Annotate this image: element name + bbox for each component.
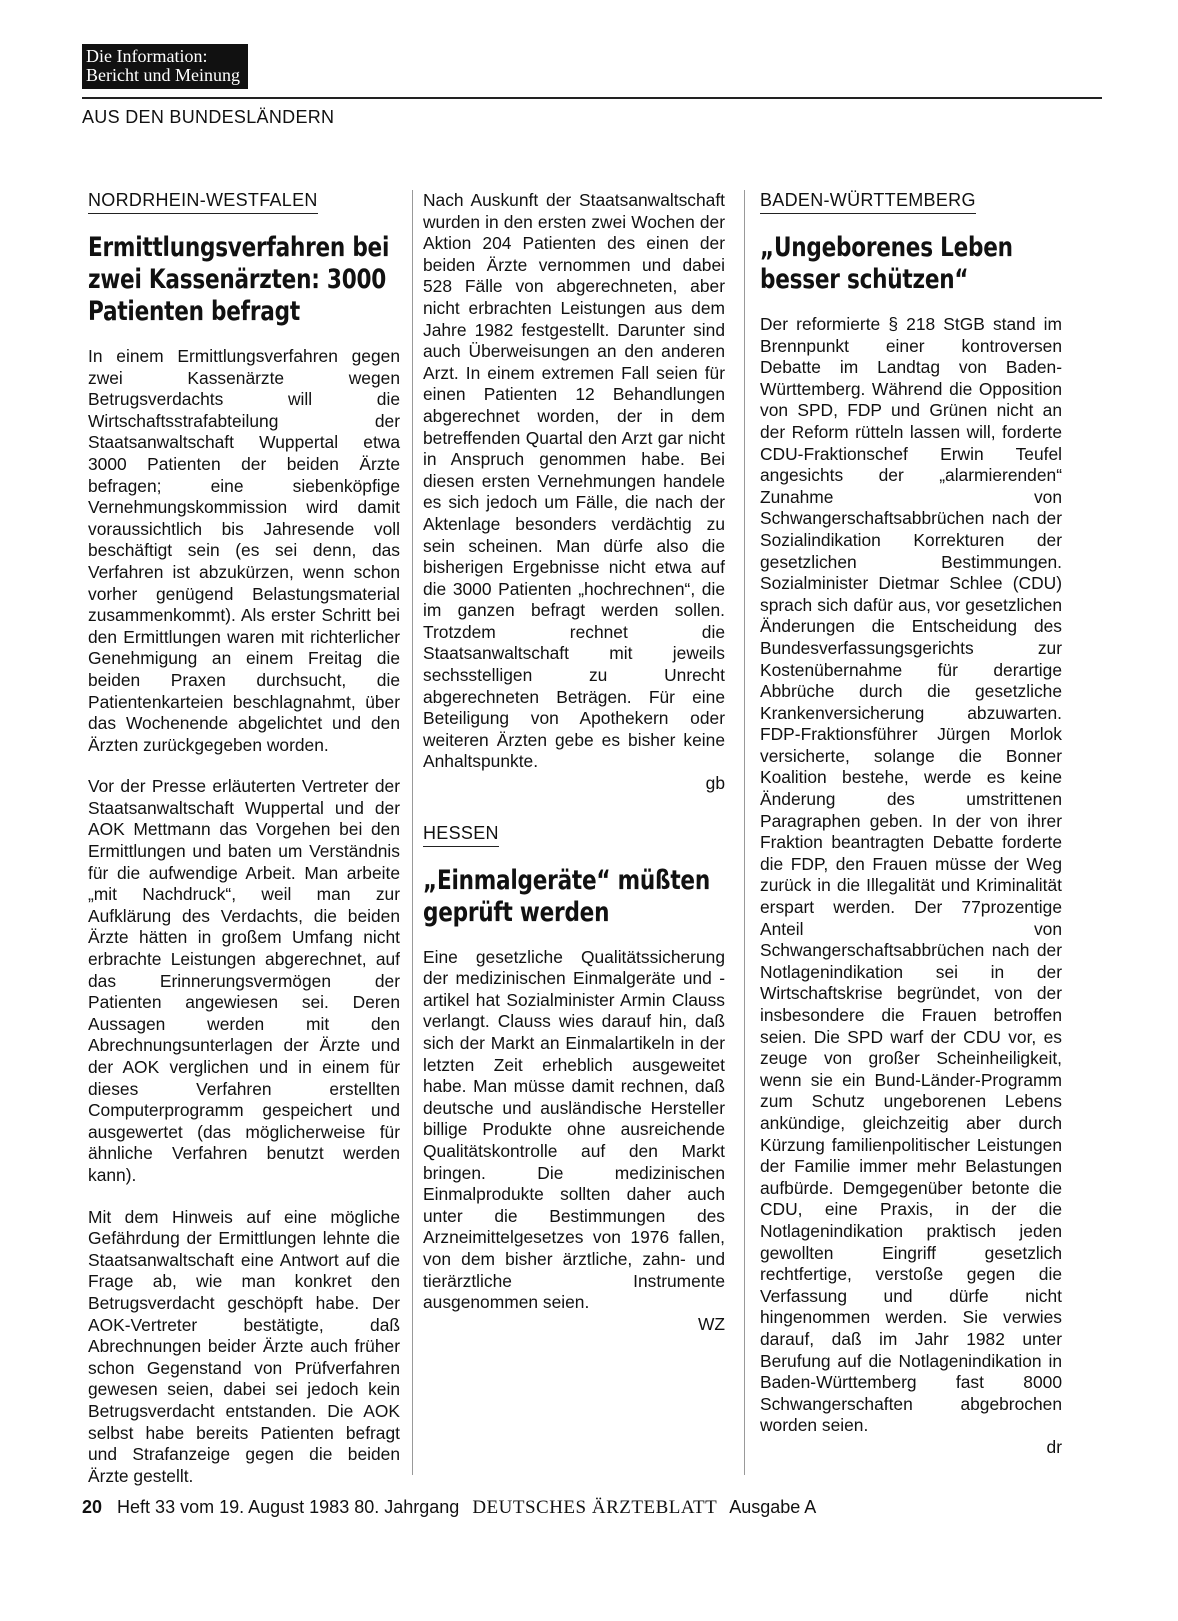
- article-paragraph: Nach Auskunft der Staatsanwaltschaft wurden in den ersten zwei Wochen der Aktion 204 Patienten des einen der beiden Ärzte vernommen und dabei 528 Fälle von abgerechneten, aber nicht erbrachten Leistungen aus dem Jahre 1982 festgestellt. Darunter sind auch Überweisungen an den anderen Arzt. In einem extremen Fall seien für einen Patienten 12 Behandlungen abgerechnet worden, der in dem betreffenden Quartal den Arzt gar nicht in Anspruch genommen habe. Bei diesen ersten Vernehmungen handele es sich jedoch um Fälle, die nach der Aktenlage besonders verdächtig zu sein scheinen. Man dürfe also die bisherigen Ergebnisse nicht etwa auf die 3000 Patienten „hochrechnen“, die im ganzen befragt werden sollen. Trotzdem rechnet die Staatsanwaltschaft mit jeweils sechsstelligen zu Unrecht abgerechneten Beträgen. Für eine Beteiligung von Apothekern oder weiteren Ärzten gebe es bisher keine Anhaltspunkte.: [423, 190, 725, 772]
- column-3: [760, 190, 1062, 1478]
- article-paragraph: Vor der Presse erläuterten Vertreter der Staatsanwaltschaft Wuppertal und der AOK Mettmann das Vorgehen bei den Ermittlungen und baten um Verständnis für die aufwendige Arbeit. Man arbeite „mit Nachdruck“, weil man zur Aufklärung des Verdachts, die beiden Ärzte hätten in großem Umfang nicht erbrachte Leistungen abgerechnet, auf das Erinnerungsvermögen der Patienten angewiesen sei. Deren Aussagen werden mit den Abrechnungsunterlagen der Ärzte und der AOK verglichen und in einem für dieses Verfahren erstellten Computerprogramm gespeichert und ausgewertet (das möglicherweise für ähnliche Verfahren benutzt werden kann).: [88, 776, 400, 1185]
- rubric-badge: [82, 44, 248, 89]
- column-2: [423, 190, 725, 1355]
- region-label: HESSEN: [423, 823, 499, 847]
- article-headline: „Einmalgeräte“ müßten geprüft werden: [423, 864, 710, 928]
- column-divider: [412, 190, 413, 1475]
- article-signature: WZ: [697, 1313, 725, 1334]
- article-signature: dr: [1046, 1436, 1062, 1457]
- page-footer: [82, 1497, 816, 1519]
- rubric-badge-line2: Bericht und Meinung: [86, 65, 240, 85]
- page-number: 20: [82, 1497, 103, 1517]
- article-paragraph: Der reformierte § 218 StGB stand im Brennpunkt einer kontroversen Debatte im Landtag von Baden-Württemberg. Während die Opposition von SPD, FDP und Grünen nicht an der Reform rütteln lassen will, forderte CDU-Fraktionschef Erwin Teufel angesichts der „alarmierenden“ Zunahme von Schwangerschaftsabbrüchen nach der Sozialindikation Korrekturen der gesetzlichen Bestimmungen. Sozialminister Dietmar Schlee (CDU) sprach sich dafür aus, vor gesetzlichen Änderungen die Entscheidung des Bundesverfassungsgerichts zur Kostenübernahme für derartige Abbrüche durch die gesetzliche Krankenversicherung abzuwarten. FDP-Fraktionsführer Jürgen Morlok versicherte, solange die Bonner Koalition bestehe, werde es keine Änderung des umstrittenen Paragraphen geben. In der von ihrer Fraktion beantragten Debatte forderte die FDP, den Frauen müsse der Weg zurück in die Illegalität und Kriminalität erspart werden. Der 77prozentige Anteil von Schwangerschaftsabbrüchen nach der Notlagenindikation sei in der Wirtschaftskrise begründet, von der insbesondere die Frauen betroffen seien. Die SPD warf der CDU vor, es zeuge von großer Scheinheiligkeit, wenn sie ein Bund-Länder-Programm zum Schutz ungeborenen Lebens ankündige, gleichzeitig aber durch Kürzung familienpolitischer Leistungen der Familie immer mehr Belastungen aufbürde. Demgegenüber betonte die CDU, eine Praxis, in der die Notlagenindikation praktisch jeden gewollten Eingriff gesetzlich rechtfertige, verstoße gegen die Verfassung und dürfe nicht hingenommen werden. Sie verwies darauf, daß im Jahr 1982 unter Berufung auf die Notlagenindikation in Baden-Württemberg fast 8000 Schwangerschaften abgebrochen worden seien.: [760, 314, 1062, 1436]
- rubric-badge-line1: Die Information:: [86, 46, 208, 66]
- article-paragraph: Eine gesetzliche Qualitätssicherung der medizinischen Einmalgeräte und -artikel hat Sozialminister Armin Clauss verlangt. Clauss wies darauf hin, daß sich der Markt an Einmalartikeln in der letzten Zeit erheblich ausgeweitet habe. Man müsse damit rechnen, daß deutsche und ausländische Hersteller billige Produkte ohne ausreichende Qualitätskontrolle auf den Markt bringen. Die medizinischen Einmalprodukte sollten daher auch unter die Bestimmungen des Arzneimittelgesetzes von 1976 fallen, von dem bisher ärztliche, zahn- und tierärztliche Instrumente ausgenommen seien.: [423, 946, 725, 1313]
- article-signature: gb: [705, 773, 725, 794]
- issue-info: Heft 33 vom 19. August 1983 80. Jahrgang: [117, 1497, 460, 1517]
- article-signature-line: [760, 1437, 1062, 1459]
- edition-info: Ausgabe A: [729, 1497, 817, 1517]
- article-signature-line: [423, 773, 725, 795]
- article-paragraph: Mit dem Hinweis auf eine mögliche Gefährdung der Ermittlungen lehnte die Staatsanwaltschaft eine Antwort auf die Frage ab, wie man konkret den Betrugsverdacht geschöpft habe. Der AOK-Vertreter bestätigte, daß Abrechnungen beider Ärzte auch früher schon Gegenstand von Prüfverfahren gewesen seien, dabei sei jedoch kein Betrugsverdacht entstanden. Die AOK selbst habe bereits Patienten befragt und Strafanzeige gegen die beiden Ärzte gestellt.: [88, 1206, 400, 1486]
- article-signature-line: [423, 1314, 725, 1336]
- region-label: NORDRHEIN-WESTFALEN: [88, 190, 318, 214]
- section-label: AUS DEN BUNDESLÄNDERN: [82, 107, 335, 127]
- article-paragraph: In einem Ermittlungsverfahren gegen zwei Kassenärzte wegen Betrugsverdachts will die Wirtschaftsstrafabteilung der Staatsanwaltschaft Wuppertal etwa 3000 Patienten der beiden Ärzte befragen; eine siebenköpfige Vernehmungskommission wird damit voraussichtlich bis Jahresende voll beschäftigt sein (es sei denn, das Verfahren ist abzukürzen, wenn schon vorher genügend Belastungsmaterial zusammenkommt). Als erster Schritt bei den Ermittlungen waren mit richterlicher Genehmigung an einem Freitag die beiden Praxen durchsucht, die Patientenkarteien beschlagnahmt, über das Wochenende abgelichtet und den Ärzten zurückgegeben worden.: [88, 346, 400, 755]
- header-rule: [82, 97, 1102, 99]
- column-1: [88, 190, 400, 1507]
- article-headline: „Ungeborenes Leben besser schützen“: [760, 232, 1013, 295]
- column-divider: [744, 190, 745, 1475]
- article-headline: Ermittlungsverfahren bei zwei Kassenärzten: 3000 Patienten befragt: [88, 232, 390, 327]
- journal-name: DEUTSCHES ÄRZTEBLATT: [472, 1497, 718, 1518]
- region-label: BADEN-WÜRTTEMBERG: [760, 190, 976, 214]
